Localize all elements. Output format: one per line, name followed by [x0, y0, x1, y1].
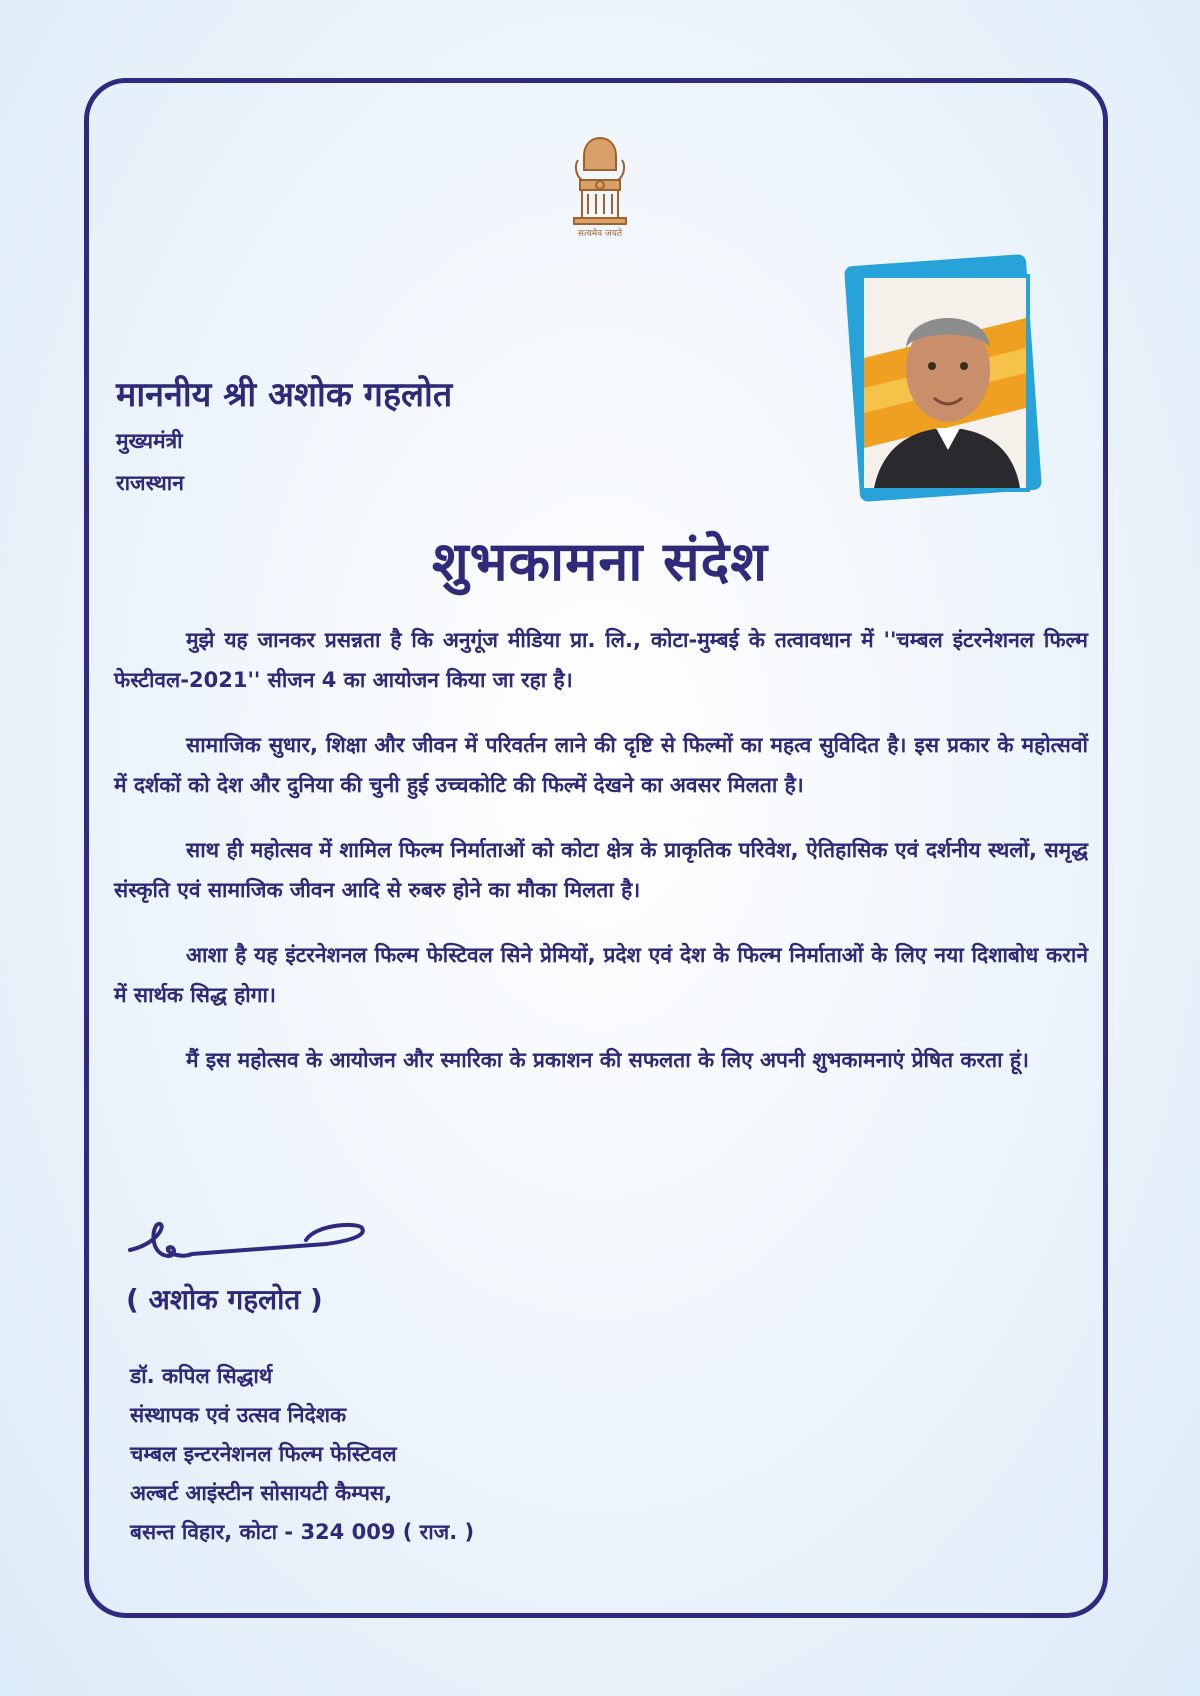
portrait-photo: [848, 262, 1038, 502]
sender-block: [116, 370, 452, 504]
address-line: अल्बर्ट आइंस्टीन सोसायटी कैम्पस,: [130, 1481, 393, 1505]
address-line: डॉ. कपिल सिद्धार्थ: [130, 1364, 273, 1388]
address-line: संस्थापक एवं उत्सव निदेशक: [130, 1403, 347, 1427]
portrait-illustration: [864, 278, 1026, 488]
sender-designation: मुख्यमंत्री: [116, 429, 183, 453]
address-block: [130, 1357, 474, 1552]
paragraph: साथ ही महोत्सव में शामिल फिल्म निर्माताओं को कोटा क्षेत्र के प्राकृतिक परिवेश, ऐतिहासिक एवं दर्शनीय स्थलों, समृद्ध संस्कृति एवं सामाजिक जीवन आदि से रुबरु होने का मौका मिलता है।: [114, 838, 1088, 902]
address-line: चम्बल इन्टरनेशनल फिल्म फेस्टिवल: [130, 1442, 397, 1466]
portrait-image: [860, 274, 1030, 492]
signature-name: ( अशोक गहलोत ): [126, 1283, 323, 1316]
message-body: [114, 620, 1088, 1105]
address-line: बसन्त विहार, कोटा - 324 009 ( राज. ): [130, 1520, 475, 1544]
emblem-motto: सत्यमेव जयते: [577, 229, 623, 239]
paragraph: मुझे यह जानकर प्रसन्नता है कि अनुगूंज मीडिया प्रा. लि., कोटा-मुम्बई के तत्वावधान में ''चम्बल इंटरनेशनल फिल्म फेस्टीवल-2021'' सीजन 4 का आयोजन किया जा रहा है।: [114, 628, 1088, 692]
paragraph: आशा है यह इंटरनेशनल फिल्म फेस्टिवल सिने प्रेमियों, प्रदेश एवं देश के फिल्म निर्माताओं के लिए नया दिशाबोध कराने में सार्थक सिद्ध होगा।: [114, 943, 1088, 1007]
paragraph: मैं इस महोत्सव के आयोजन और स्मारिका के प्रकाशन की सफलता के लिए अपनी शुभकामनाएं प्रेषित करता हूं।: [186, 1048, 1029, 1072]
national-emblem-icon: [566, 130, 634, 240]
sender-name: माननीय श्री अशोक गहलोत: [116, 375, 453, 415]
sender-state: राजस्थान: [116, 471, 184, 495]
message-heading: शुभकामना संदेश: [431, 530, 769, 593]
paragraph: सामाजिक सुधार, शिक्षा और जीवन में परिवर्तन लाने की दृष्टि से फिल्मों का महत्व सुविदित है। इस प्रकार के महोत्सवों में दर्शकों को देश और दुनिया की चुनी हुई उच्चकोटि की फिल्में देखने का अवसर मिलता है।: [114, 733, 1088, 797]
handwritten-signature: [126, 1214, 376, 1276]
